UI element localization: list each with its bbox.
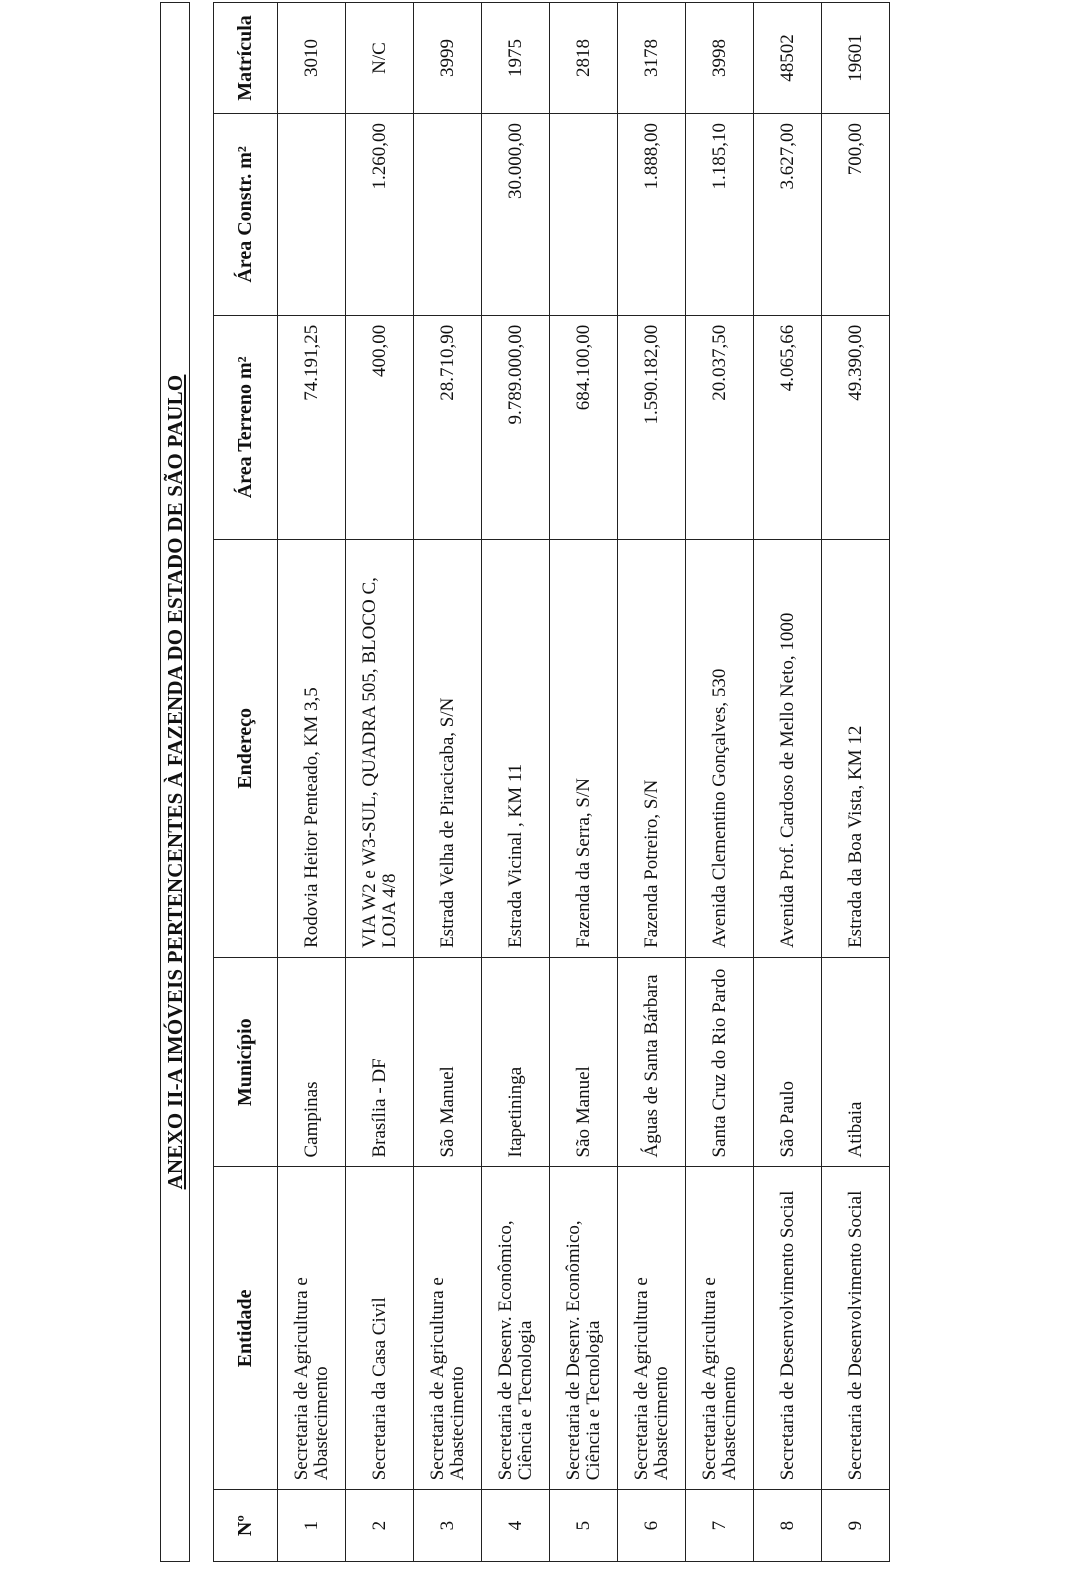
cell-endereco: VIA W2 e W3-SUL, QUADRA 505, BLOCO C, LOJA 4/8: [346, 539, 414, 957]
cell-area-constr: 1.185,10: [686, 114, 754, 316]
cell-number: 8: [754, 1490, 822, 1562]
property-table: [213, 2, 890, 1562]
header-municipio: Município: [214, 957, 278, 1167]
cell-municipio: Brasília - DF: [346, 957, 414, 1167]
table-row: [686, 3, 754, 1562]
cell-number: 3: [414, 1490, 482, 1562]
cell-municipio: São Paulo: [754, 957, 822, 1167]
cell-area-constr: 1.888,00: [618, 114, 686, 316]
cell-area-constr: 1.260,00: [346, 114, 414, 316]
cell-number: 7: [686, 1490, 754, 1562]
cell-number: 5: [550, 1490, 618, 1562]
cell-entidade: Secretaria de Desenv. Econômico, Ciência e Tecnologia: [482, 1167, 550, 1490]
cell-area-constr: 30.000,00: [482, 114, 550, 316]
cell-municipio: Campinas: [278, 957, 346, 1167]
header-endereco: Endereço: [214, 539, 278, 957]
header-area-terreno: Área Terreno m²: [214, 315, 278, 539]
cell-matricula: 2818: [550, 3, 618, 114]
cell-matricula: N/C: [346, 3, 414, 114]
cell-area-constr: 3.627,00: [754, 114, 822, 316]
header-number: Nº: [214, 1490, 278, 1562]
cell-municipio: Águas de Santa Bárbara: [618, 957, 686, 1167]
cell-area-terreno: 74.191,25: [278, 315, 346, 539]
cell-entidade: Secretaria de Agricultura e Abastecimento: [686, 1167, 754, 1490]
cell-matricula: 3998: [686, 3, 754, 114]
table-row: [618, 3, 686, 1562]
header-matricula: Matrícula: [214, 3, 278, 114]
header-entidade: Entidade: [214, 1167, 278, 1490]
cell-number: 9: [822, 1490, 890, 1562]
cell-area-terreno: 9.789.000,00: [482, 315, 550, 539]
cell-entidade: Secretaria de Desenv. Econômico, Ciência e Tecnologia: [550, 1167, 618, 1490]
cell-endereco: Rodovia Heitor Penteado, KM 3,5: [278, 539, 346, 957]
cell-area-terreno: 20.037,50: [686, 315, 754, 539]
cell-number: 1: [278, 1490, 346, 1562]
table-row: [414, 3, 482, 1562]
table-row: [278, 3, 346, 1562]
cell-entidade: Secretaria de Agricultura e Abastecimento: [618, 1167, 686, 1490]
table-row: [482, 3, 550, 1562]
cell-matricula: 48502: [754, 3, 822, 114]
cell-endereco: Estrada Velha de Piracicaba, S/N: [414, 539, 482, 957]
cell-area-constr: [278, 114, 346, 316]
header-row: [214, 3, 278, 1562]
cell-entidade: Secretaria de Agricultura e Abastecimento: [414, 1167, 482, 1490]
cell-number: 6: [618, 1490, 686, 1562]
cell-matricula: 3999: [414, 3, 482, 114]
table-row: [346, 3, 414, 1562]
table-row: [550, 3, 618, 1562]
cell-area-terreno: 4.065,66: [754, 315, 822, 539]
cell-municipio: São Manuel: [550, 957, 618, 1167]
cell-endereco: Fazenda da Serra, S/N: [550, 539, 618, 957]
cell-municipio: São Manuel: [414, 957, 482, 1167]
cell-entidade: Secretaria de Agricultura e Abastecimento: [278, 1167, 346, 1490]
cell-matricula: 19601: [822, 3, 890, 114]
cell-entidade: Secretaria de Desenvolvimento Social: [822, 1167, 890, 1490]
cell-endereco: Estrada da Boa Vista, KM 12: [822, 539, 890, 957]
cell-matricula: 3178: [618, 3, 686, 114]
cell-municipio: Atibaia: [822, 957, 890, 1167]
cell-number: 4: [482, 1490, 550, 1562]
cell-municipio: Santa Cruz do Rio Pardo: [686, 957, 754, 1167]
header-area-constr: Área Constr. m²: [214, 114, 278, 316]
cell-endereco: Avenida Prof. Cardoso de Mello Neto, 1000: [754, 539, 822, 957]
document-title: ANEXO II-A IMÓVEIS PERTENCENTES À FAZENDA DO ESTADO DE SÃO PAULO: [160, 2, 190, 1562]
cell-area-constr: [550, 114, 618, 316]
cell-endereco: Estrada Vicinal , KM 11: [482, 539, 550, 957]
cell-area-terreno: 49.390,00: [822, 315, 890, 539]
cell-area-constr: 700,00: [822, 114, 890, 316]
cell-area-terreno: 28.710,90: [414, 315, 482, 539]
cell-area-terreno: 684.100,00: [550, 315, 618, 539]
cell-municipio: Itapetininga: [482, 957, 550, 1167]
cell-matricula: 3010: [278, 3, 346, 114]
cell-endereco: Fazenda Potreiro, S/N: [618, 539, 686, 957]
cell-entidade: Secretaria de Desenvolvimento Social: [754, 1167, 822, 1490]
cell-entidade: Secretaria da Casa Civil: [346, 1167, 414, 1490]
table-row: [822, 3, 890, 1562]
cell-area-terreno: 400,00: [346, 315, 414, 539]
cell-area-constr: [414, 114, 482, 316]
cell-matricula: 1975: [482, 3, 550, 114]
table-row: [754, 3, 822, 1562]
cell-area-terreno: 1.590.182,00: [618, 315, 686, 539]
cell-endereco: Avenida Clementino Gonçalves, 530: [686, 539, 754, 957]
cell-number: 2: [346, 1490, 414, 1562]
